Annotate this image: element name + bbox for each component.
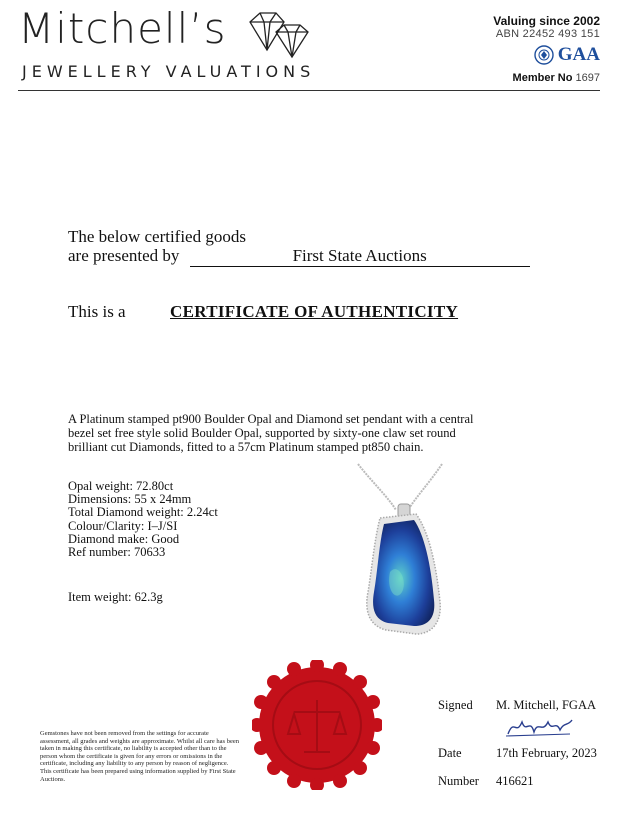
item-weight: Item weight: 62.3g bbox=[68, 590, 163, 604]
presenter-name: First State Auctions bbox=[190, 246, 530, 267]
presented-prefix: are presented by bbox=[68, 246, 180, 265]
item-description: A Platinum stamped pt900 Boulder Opal and Diamond set pendant with a central bezel set free style solid Boulder Opal, supported by sixty-one claw set round brilliant cut Diamonds, fitted to a 57cm Platinum stamped pt850 chain. bbox=[68, 412, 474, 454]
number-value: 416621 bbox=[496, 774, 534, 788]
signature-scribble bbox=[504, 714, 576, 740]
specs-list bbox=[68, 480, 218, 559]
tagline: JEWELLERY VALUATIONS bbox=[22, 62, 316, 81]
date-value: 17th February, 2023 bbox=[496, 746, 597, 760]
presented-line-2 bbox=[68, 246, 530, 267]
gaa-logo bbox=[440, 44, 600, 66]
signed-value: M. Mitchell, FGAA bbox=[496, 698, 596, 712]
wax-seal-icon bbox=[252, 660, 382, 790]
spec-dimensions: Dimensions: 55 x 24mm bbox=[68, 492, 192, 507]
member-value: 1697 bbox=[575, 72, 600, 84]
date-label: Date bbox=[438, 746, 462, 760]
member-number bbox=[440, 72, 600, 84]
company-details bbox=[440, 14, 600, 84]
valuing-since: Valuing since 2002 bbox=[493, 14, 600, 28]
member-label: Member No bbox=[512, 72, 573, 84]
opal-pendant-image bbox=[350, 462, 450, 642]
header-divider bbox=[18, 90, 600, 91]
spec-opal-weight: Opal weight: 72.80ct bbox=[68, 479, 174, 493]
signed-label: Signed bbox=[438, 698, 473, 712]
number-label: Number bbox=[438, 774, 479, 788]
spec-ref-number: Ref number: 70633 bbox=[68, 545, 166, 560]
gaa-emblem-icon bbox=[534, 45, 554, 65]
diamonds-logo-icon bbox=[246, 10, 312, 60]
certificate-prefix: This is a bbox=[68, 302, 126, 321]
disclaimer-text: Gemstones have not been removed from the settings for accurate assessment, all grades and weights are approximate. Whilst all care has been taken in making this certificate, no liability is accepted other than to the person whom the certificate is given for any errors or omissions in the certificate, including any liability to any person by reason of negligence. This certificate has been prepared using information supplied by First State Auctions. bbox=[40, 730, 239, 783]
abn: ABN 22452 493 151 bbox=[495, 28, 600, 40]
spec-diamond-make: Diamond make: Good bbox=[68, 531, 180, 546]
presented-line-1: The below certified goods bbox=[68, 227, 246, 246]
spec-colour-clarity: Colour/Clarity: I–J/SI bbox=[68, 518, 178, 533]
spec-diamond-weight: Total Diamond weight: 2.24ct bbox=[68, 505, 218, 520]
certificate-heading: CERTIFICATE OF AUTHENTICITY bbox=[170, 302, 459, 321]
gaa-logo-text: GAA bbox=[557, 44, 600, 65]
brand-name: Mitchell’s bbox=[18, 4, 227, 53]
